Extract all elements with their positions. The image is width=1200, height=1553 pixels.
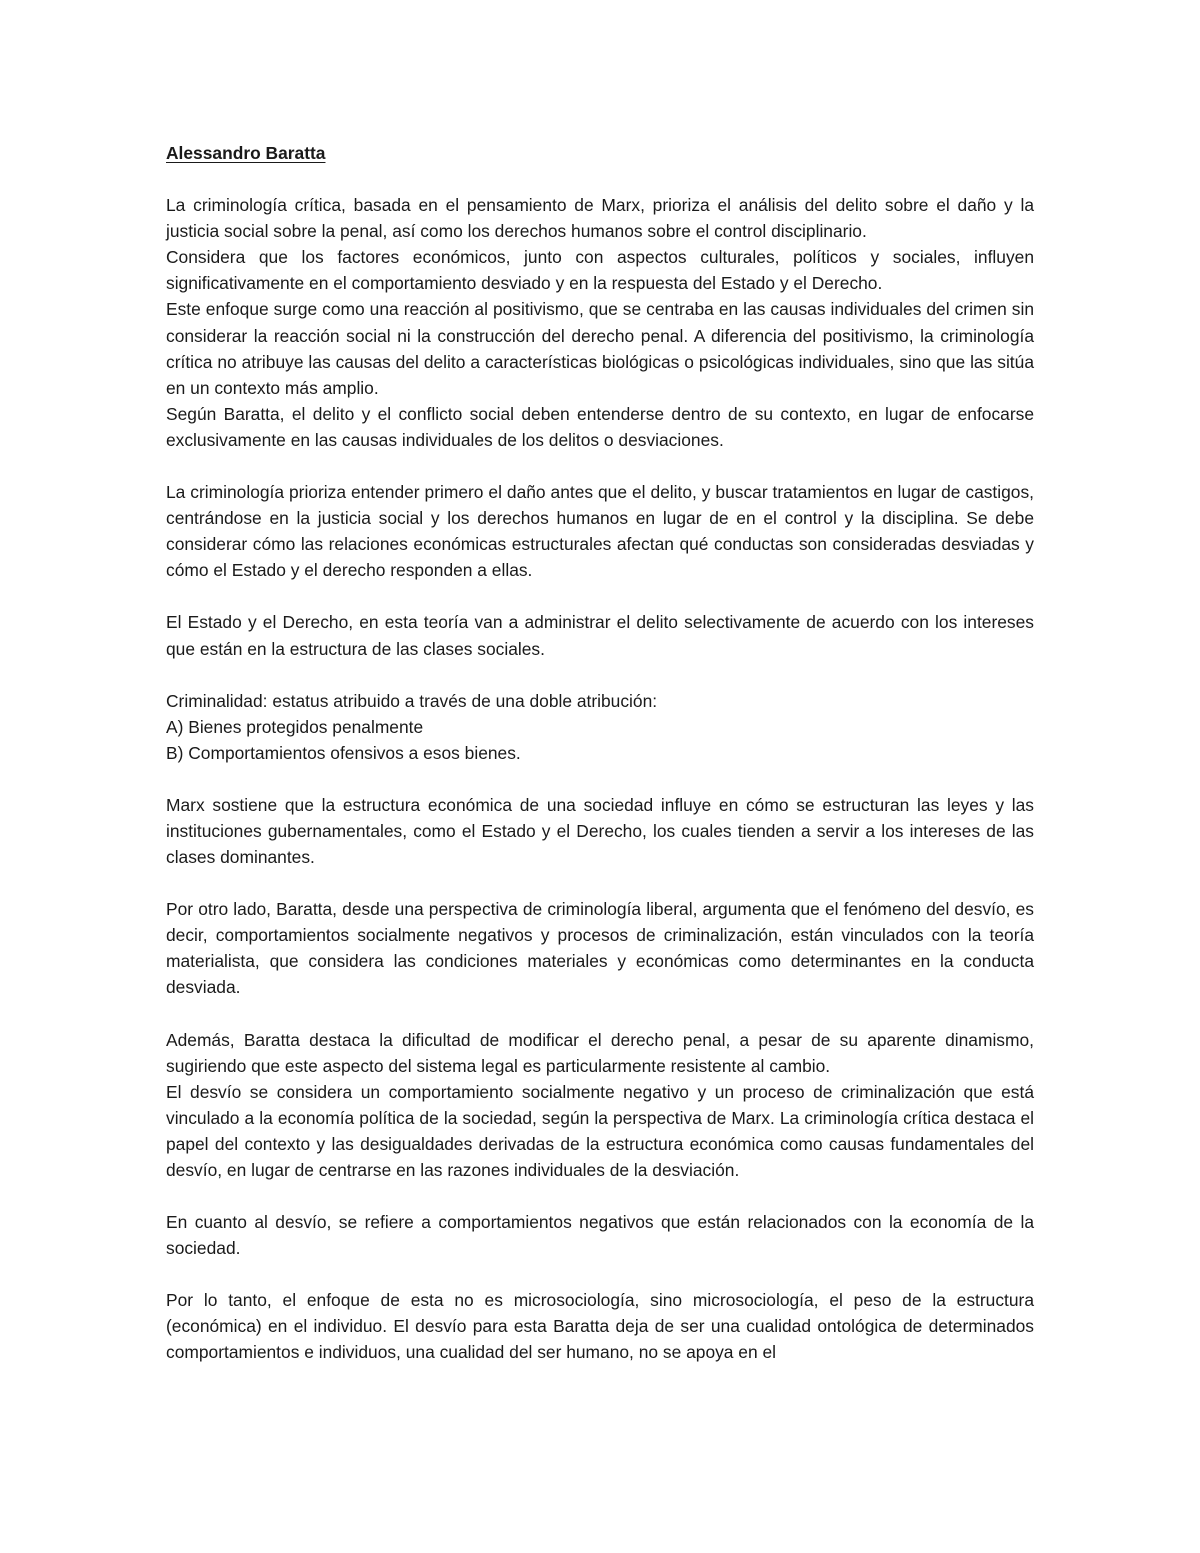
- paragraph-line: Este enfoque surge como una reacción al positivismo, que se centraba en las causas individuales del crimen sin considerar la reacción social ni la construcción del derecho penal. A diferencia del positivismo, la criminología crítica no atribuye las causas del delito a características biológicas o psicológicas individuales, sino que las sitúa en un contexto más amplio.: [166, 299, 1034, 398]
- list-item: B) Comportamientos ofensivos a esos bienes.: [166, 742, 521, 763]
- paragraph-line: Por lo tanto, el enfoque de esta no es microsociología, sino microsociología, el peso de la estructura (económica) en el individuo. El desvío para esta Baratta deja de ser una cualidad ontológica de determinados comportamientos e individuos, una cualidad del ser humano, no se apoya en el: [166, 1290, 1034, 1363]
- paragraph-5: [166, 792, 1034, 870]
- paragraph-1: [166, 192, 1034, 453]
- paragraph-3: [166, 609, 1034, 661]
- paragraph-line: Según Baratta, el delito y el conflicto social deben entenderse dentro de su contexto, en lugar de enfocarse exclusivamente en las causas individuales de los delitos o desviaciones.: [166, 403, 1034, 450]
- document-title: Alessandro Baratta: [166, 143, 326, 163]
- paragraph-line: Además, Baratta destaca la dificultad de modificar el derecho penal, a pesar de su aparente dinamismo, sugiriendo que este aspecto del sistema legal es particularmente resistente al cambio.: [166, 1029, 1034, 1076]
- paragraph-line: El Estado y el Derecho, en esta teoría van a administrar el delito selectivamente de acuerdo con los intereses que están en la estructura de las clases sociales.: [166, 612, 1034, 659]
- paragraph-7: [166, 1027, 1034, 1184]
- list-item: A) Bienes protegidos penalmente: [166, 716, 424, 737]
- paragraph-line: La criminología prioriza entender primero el daño antes que el delito, y buscar tratamientos en lugar de castigos, centrándose en la justicia social y los derechos humanos en lugar de en el control y la disciplina. Se debe considerar cómo las relaciones económicas estructurales afectan qué conductas son consideradas desviadas y cómo el Estado y el derecho responden a ellas.: [166, 482, 1034, 581]
- paragraph-6: [166, 896, 1034, 1000]
- paragraph-line: Por otro lado, Baratta, desde una perspectiva de criminología liberal, argumenta que el fenómeno del desvío, es decir, comportamientos socialmente negativos y procesos de criminalización, están vinculados con la teoría materialista, que considera las condiciones materiales y económicas como determinantes en la conducta desviada.: [166, 899, 1034, 998]
- paragraph-9: [166, 1287, 1034, 1365]
- paragraph-line: La criminología crítica, basada en el pensamiento de Marx, prioriza el análisis del delito sobre el daño y la justicia social sobre la penal, así como los derechos humanos sobre el control disciplinario.: [166, 195, 1034, 242]
- paragraph-8: [166, 1209, 1034, 1261]
- paragraph-line: El desvío se considera un comportamiento socialmente negativo y un proceso de criminalización que está vinculado a la economía política de la sociedad, según la perspectiva de Marx. La criminología crítica destaca el papel del contexto y las desigualdades derivadas de la estructura económica como causas fundamentales del desvío, en lugar de centrarse en las razones individuales de la desviación.: [166, 1081, 1034, 1180]
- paragraph-line: Considera que los factores económicos, junto con aspectos culturales, políticos y sociales, influyen significativamente en el comportamiento desviado y en la respuesta del Estado y el Derecho.: [166, 247, 1034, 294]
- paragraph-line: Marx sostiene que la estructura económica de una sociedad influye en cómo se estructuran las leyes y las instituciones gubernamentales, como el Estado y el Derecho, los cuales tienden a servir a los intereses de las clases dominantes.: [166, 794, 1034, 868]
- document-body: [166, 140, 1034, 1392]
- paragraph-4-criminalidad: [166, 688, 1034, 766]
- paragraph-2: [166, 479, 1034, 583]
- paragraph-line: Criminalidad: estatus atribuido a través de una doble atribución:: [166, 690, 658, 711]
- paragraph-line: En cuanto al desvío, se refiere a comportamientos negativos que están relacionados con la economía de la sociedad.: [166, 1212, 1034, 1259]
